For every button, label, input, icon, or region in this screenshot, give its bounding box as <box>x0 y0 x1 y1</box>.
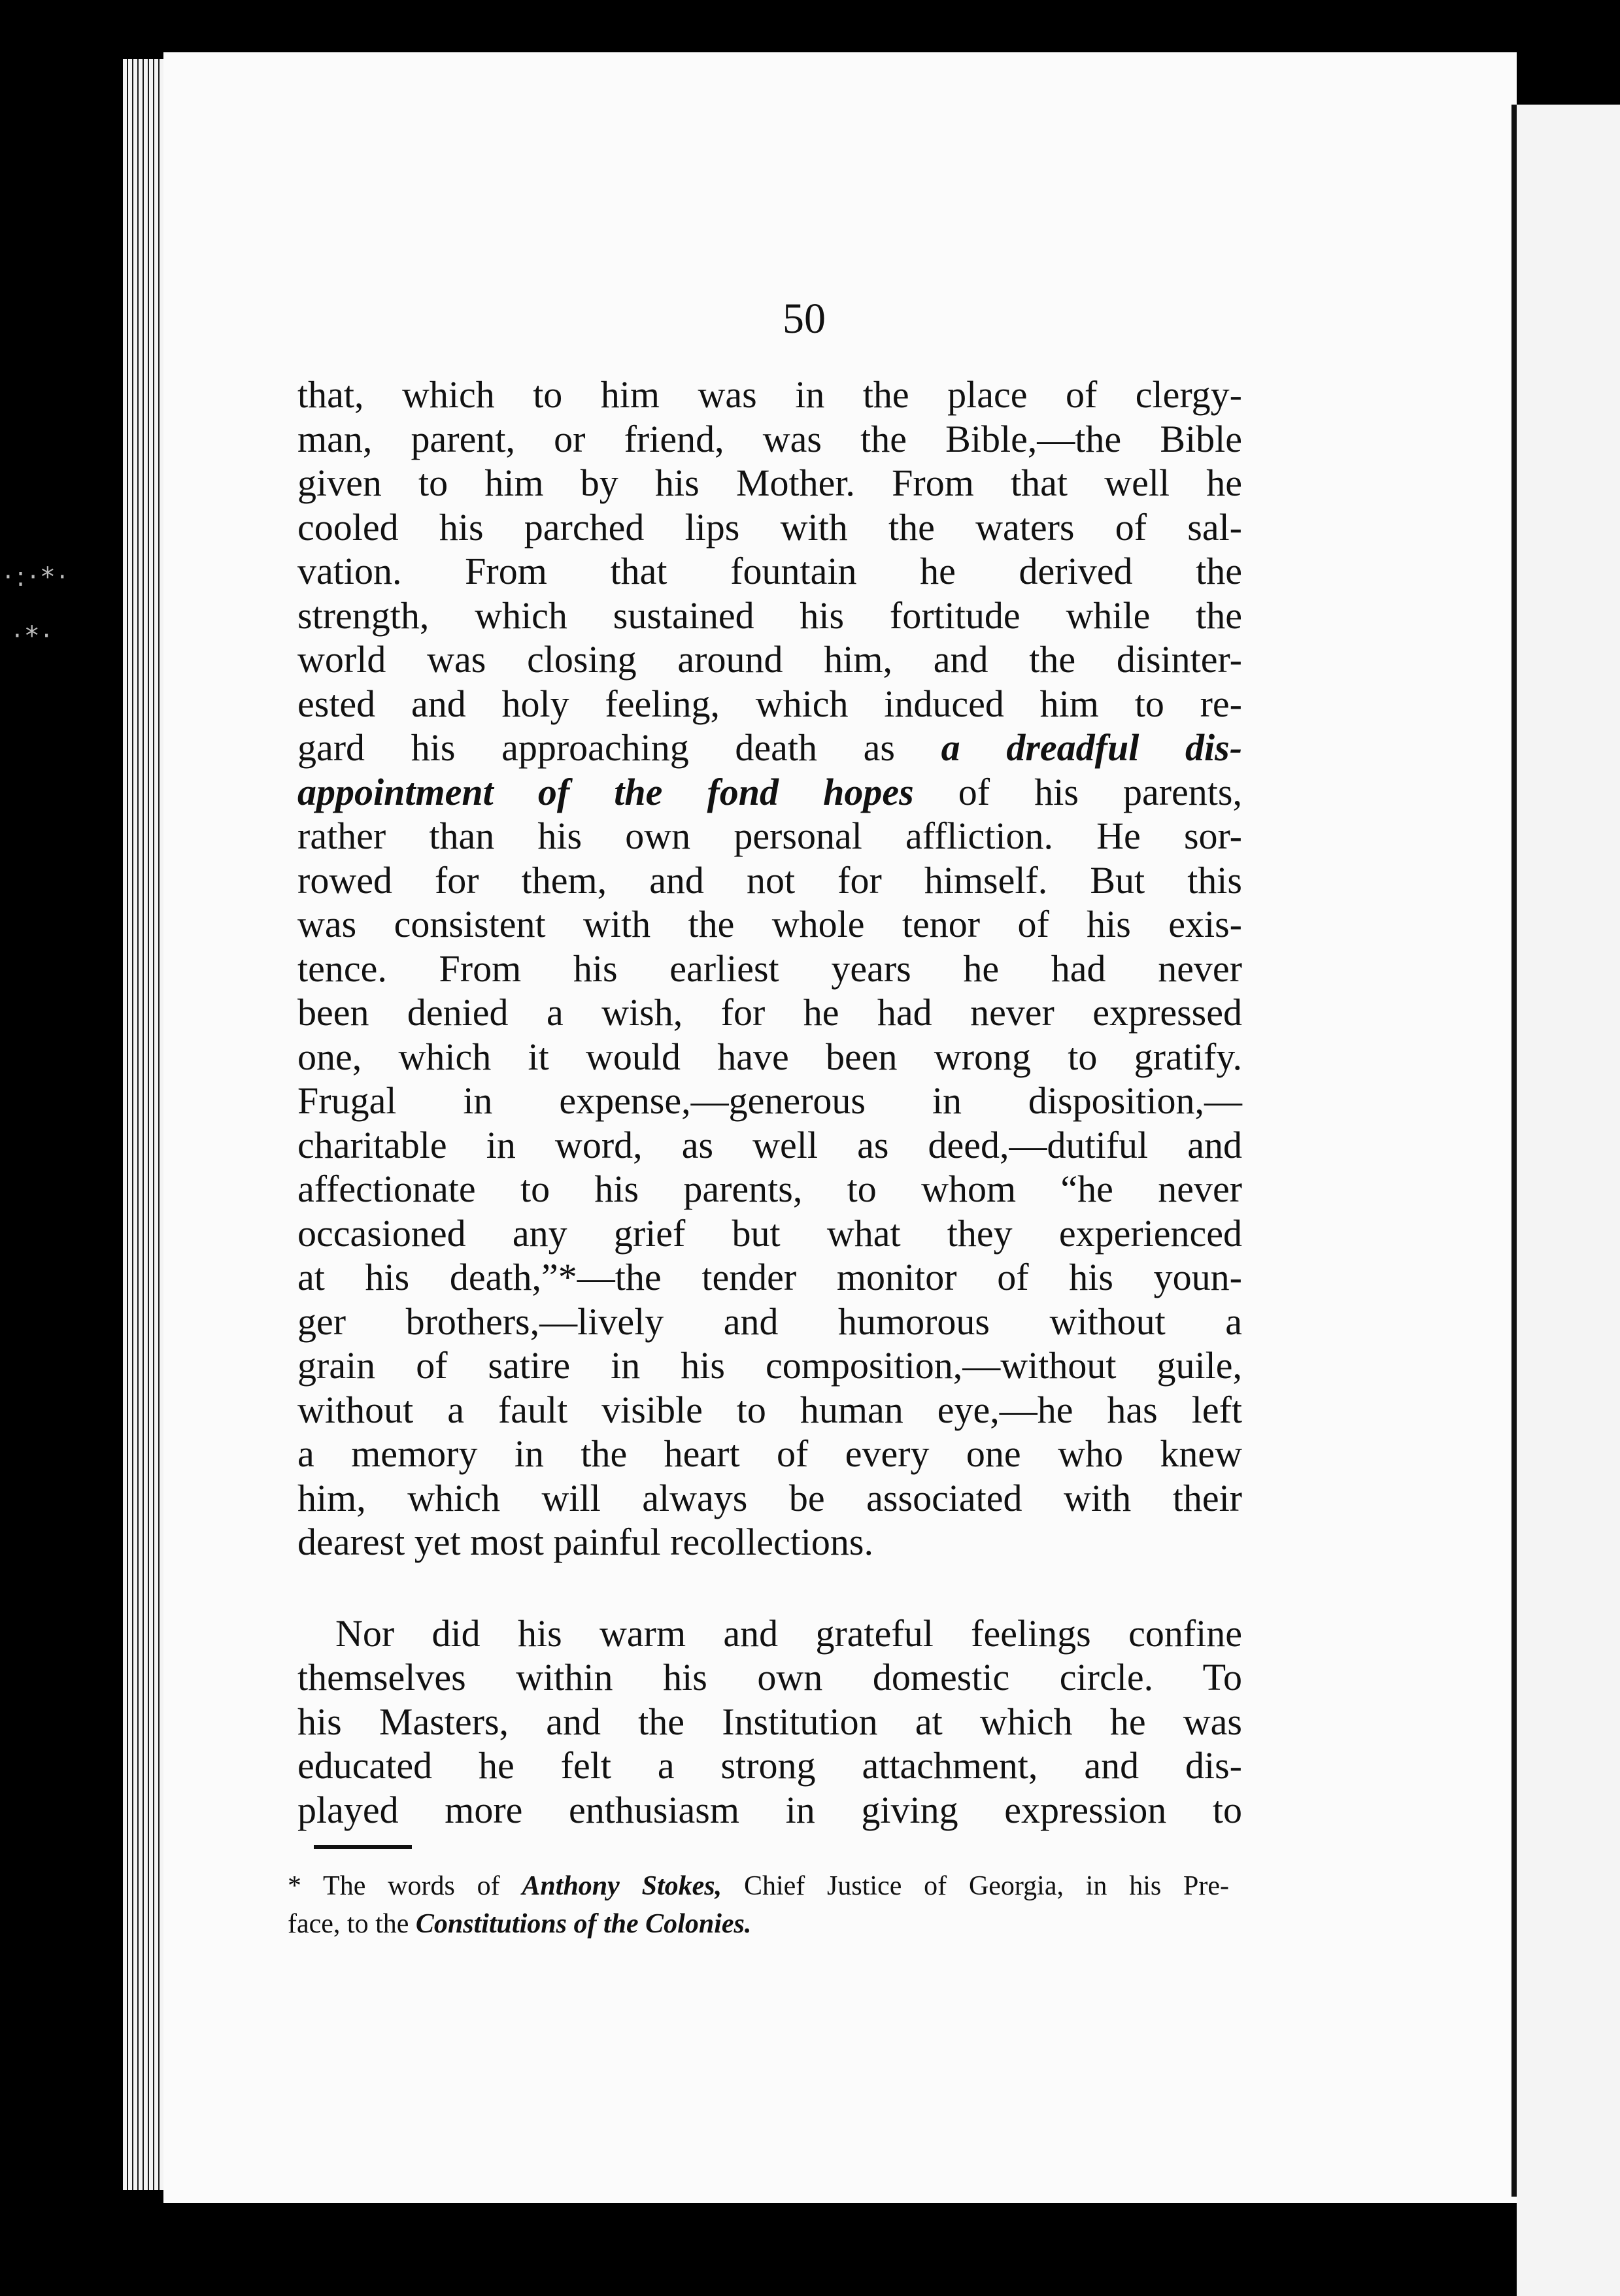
text-line: ger brothers,—lively and humorous without a <box>297 1300 1242 1343</box>
text-line: Nor did his warm and grateful feelings confine <box>335 1612 1242 1655</box>
text-line: grain of satire in his composition,—without guile, <box>297 1344 1242 1387</box>
facing-page-edge <box>1517 105 1620 2296</box>
text-line: at his death,”*—the tender monitor of his youn- <box>297 1256 1242 1298</box>
text-line: one, which it would have been wrong to gratify. <box>297 1035 1242 1078</box>
footnote-line <box>288 1867 1229 1905</box>
footnote-rule <box>314 1845 412 1849</box>
text-line: been denied a wish, for he had never expressed <box>297 991 1242 1034</box>
scan-speckle: ·*· <box>13 621 55 651</box>
text-line <box>297 770 1242 815</box>
page-edges <box>123 59 169 2190</box>
text-line: tence. From his earliest years he had never <box>297 947 1242 990</box>
italic-phrase: a dreadful dis- <box>941 726 1243 769</box>
text-line: given to him by his Mother. From that well he <box>297 462 1242 504</box>
text-segment: of his parents, <box>958 770 1242 813</box>
text-line: occasioned any grief but what they experienced <box>297 1211 1242 1255</box>
text-line: educated he felt a strong attachment, and dis- <box>297 1744 1242 1787</box>
text-line: was consistent with the whole tenor of his exis- <box>297 903 1242 945</box>
italic-phrase: appointment of the fond hopes <box>297 770 914 813</box>
text-line: themselves within his own domestic circle. To <box>297 1656 1242 1698</box>
text-line: rowed for them, and not for himself. But this <box>297 858 1242 902</box>
text-line: strength, which sustained his fortitude while the <box>297 594 1242 637</box>
footnote-author: Anthony Stokes, <box>522 1871 722 1901</box>
scan-speckle: ·:·*· <box>4 562 71 592</box>
text-segment: gard his approaching death as <box>297 726 895 769</box>
text-line: played more enthusiasm in giving expression to <box>297 1788 1242 1831</box>
body-text <box>297 373 1242 1832</box>
text-line: rather than his own personal affliction. He sor- <box>297 815 1242 857</box>
text-line: his Masters, and the Institution at which he was <box>297 1700 1242 1743</box>
text-line: charitable in word, as well as deed,—dutiful and <box>297 1123 1242 1166</box>
footnote <box>288 1867 1229 1943</box>
gutter-shadow <box>1511 105 1517 2197</box>
text-line: without a fault visible to human eye,—he has left <box>297 1388 1242 1431</box>
paragraph-gap <box>297 1564 1242 1612</box>
text-line: world was closing around him, and the disinter- <box>297 638 1242 681</box>
text-line: him, which will always be associated with their <box>297 1476 1242 1519</box>
footnote-line2-start: face, to the <box>288 1909 409 1939</box>
footnote-prefix: * The words of <box>288 1871 500 1901</box>
text-line: cooled his parched lips with the waters of sal- <box>297 505 1242 549</box>
text-line: man, parent, or friend, was the Bible,—the Bible <box>297 417 1242 460</box>
text-line: ested and holy feeling, which induced him to re- <box>297 682 1242 725</box>
page-number: 50 <box>783 295 826 343</box>
text-line: that, which to him was in the place of clergy- <box>297 373 1242 416</box>
footnote-work: Constitutions of the Colonies. <box>415 1909 752 1939</box>
text-line: a memory in the heart of every one who knew <box>297 1432 1242 1475</box>
footnote-line <box>288 1905 1229 1943</box>
text-line <box>297 726 1242 770</box>
text-line: dearest yet most painful recollections. <box>297 1521 873 1563</box>
text-line: affectionate to his parents, to whom “he never <box>297 1168 1242 1210</box>
text-line: Frugal in expense,—generous in disposition,— <box>297 1079 1242 1122</box>
footnote-middle: Chief Justice of Georgia, in his Pre- <box>743 1871 1230 1901</box>
text-line: vation. From that fountain he derived the <box>297 550 1242 592</box>
